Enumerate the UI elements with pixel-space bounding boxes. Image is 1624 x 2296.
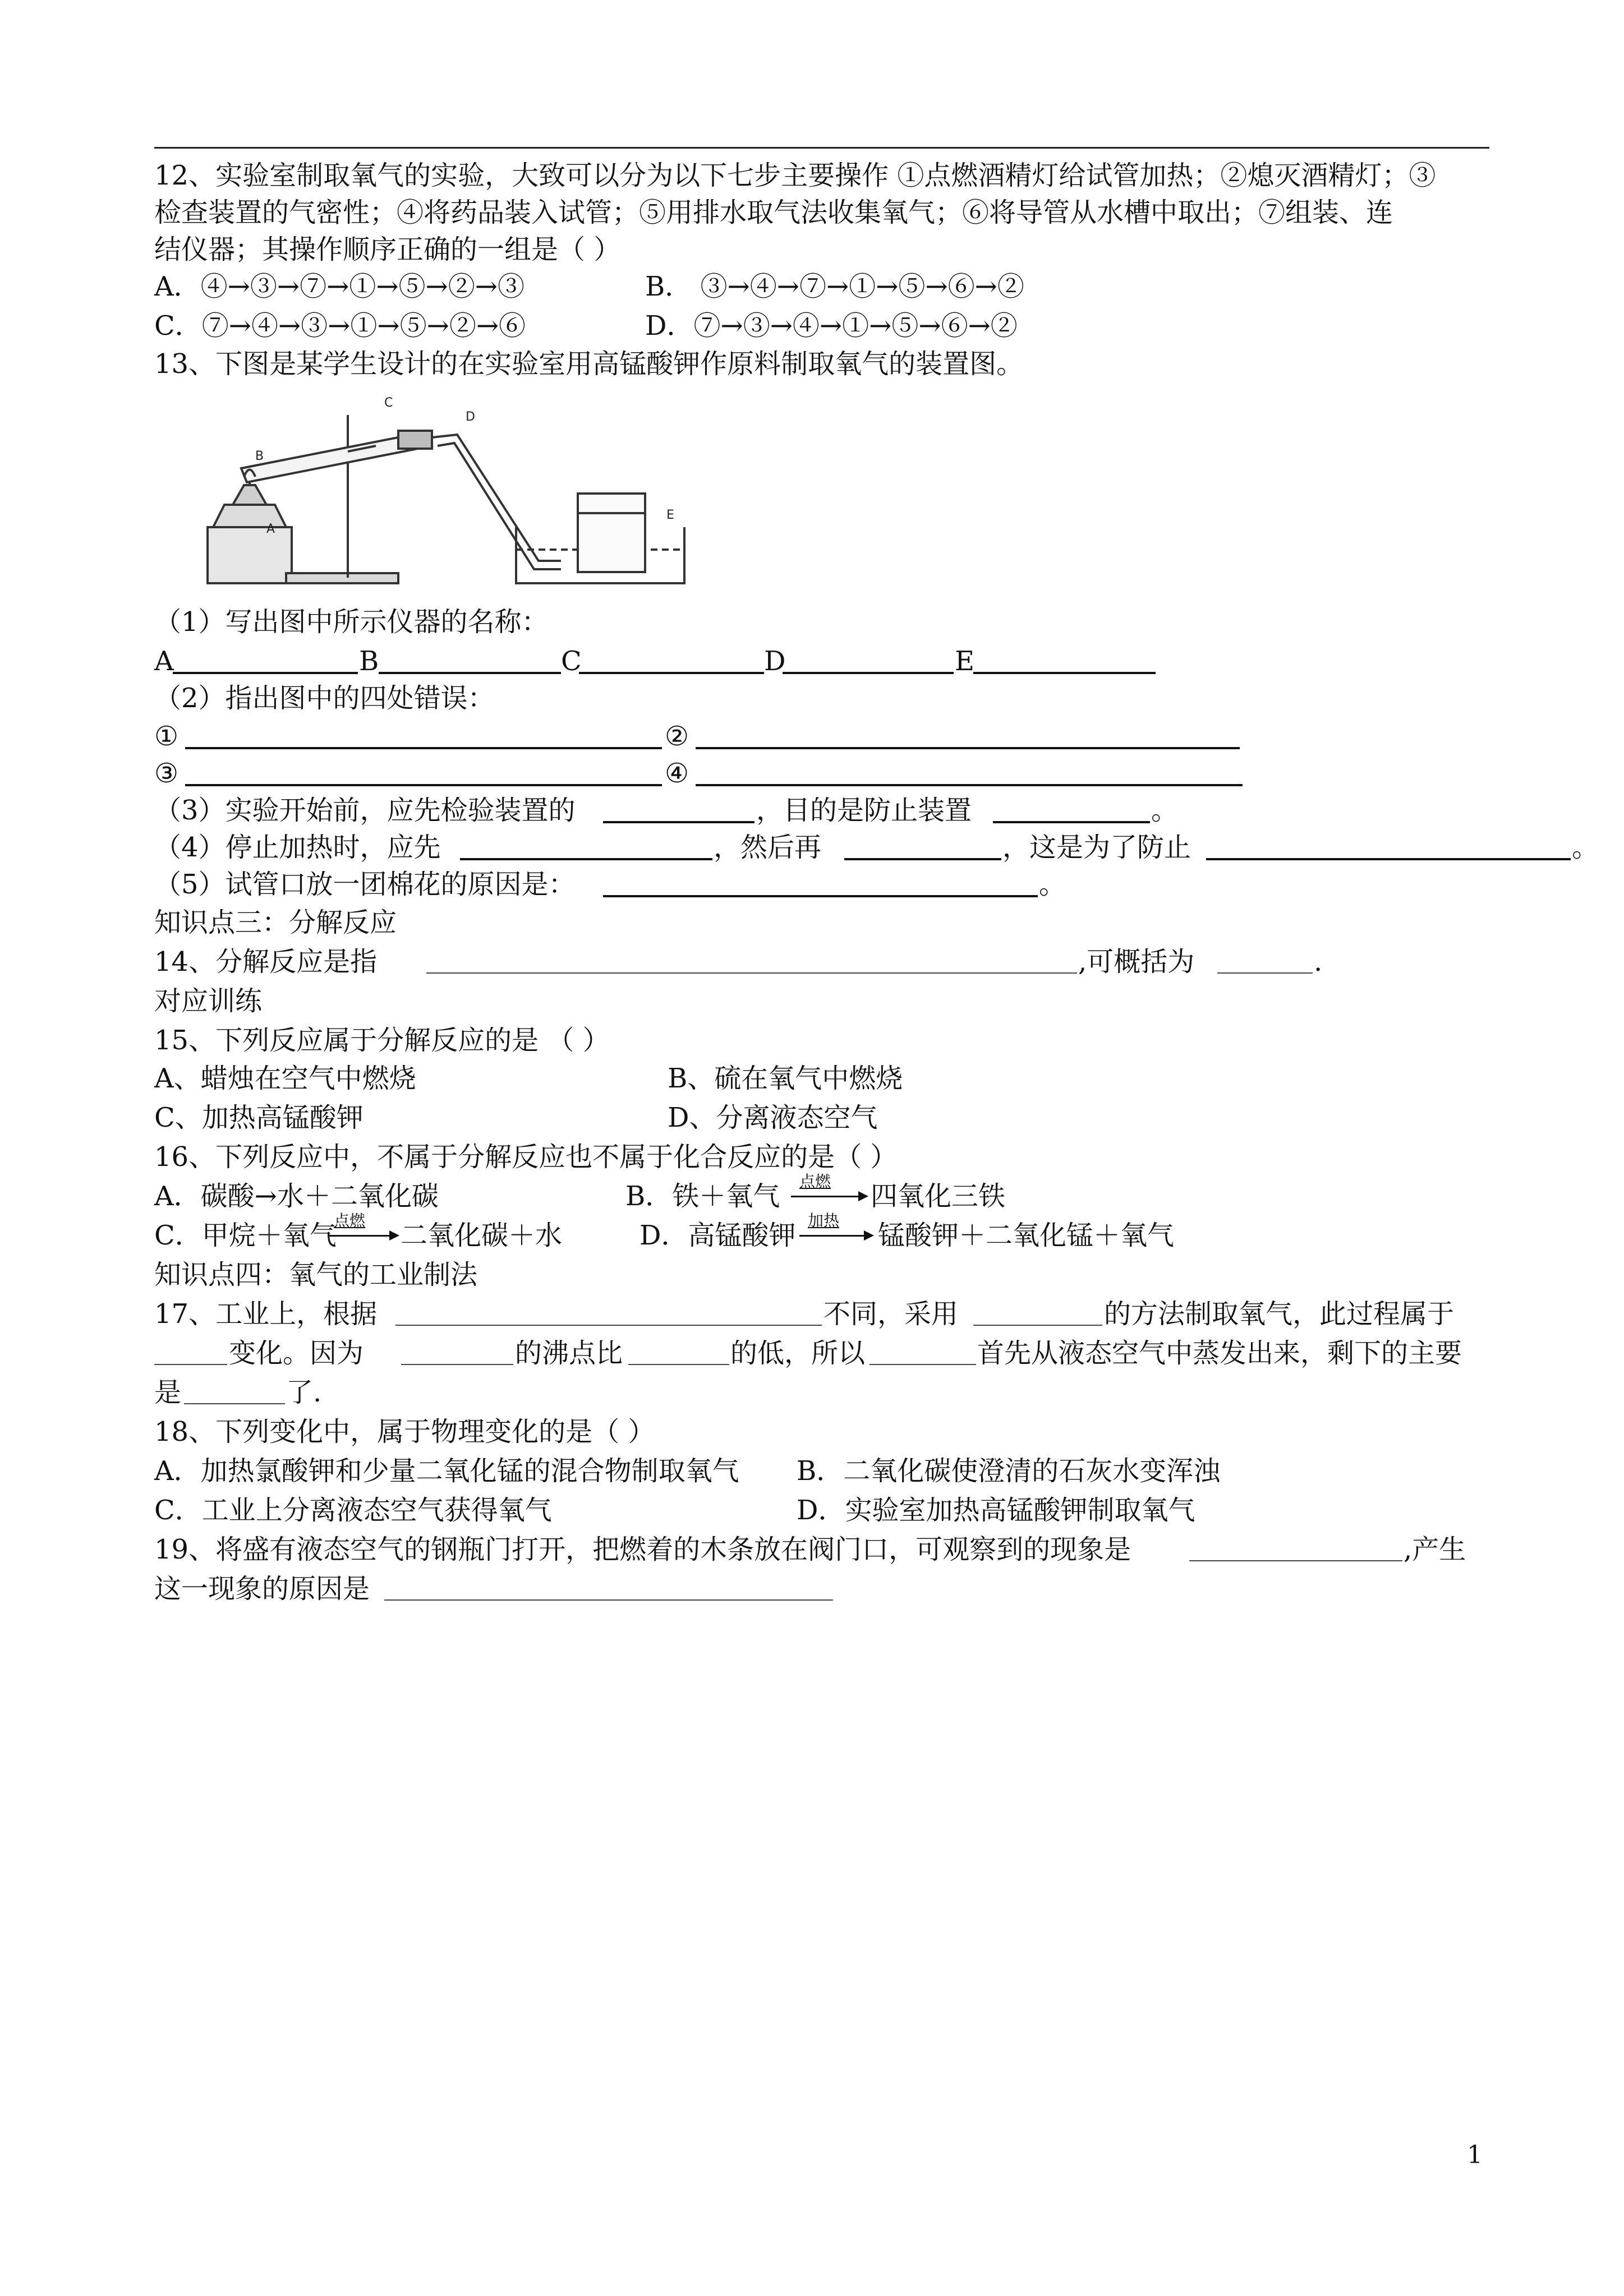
kp3-title: 知识点三：分解反应 <box>154 907 397 938</box>
q13-sub3-blank-2[interactable] <box>993 821 1150 823</box>
q19-text-1a: 19、将盛有液态空气的钢瓶门打开，把燃着的木条放在阀门口，可观察到的现象是 <box>154 1534 1131 1565</box>
q13-sub4-end: 。 <box>1572 832 1599 863</box>
q13-sub4-blank-3[interactable] <box>1206 858 1571 860</box>
figure-label-e: E <box>666 508 674 522</box>
q16-option-c-arrowhead <box>389 1230 399 1241</box>
q16-option-b-arrowhead <box>858 1191 868 1201</box>
q16-option-a: A．碳酸→水＋二氧化碳 <box>154 1181 439 1212</box>
q18-option-b: B．二氧化碳使澄清的石灰水变浑浊 <box>797 1455 1221 1487</box>
q17-text-1a: 17、工业上，根据 <box>154 1298 378 1330</box>
q17-text-1b: 不同，采用 <box>823 1298 959 1330</box>
q16-option-c-reactants: C．甲烷＋氧气 <box>154 1220 337 1251</box>
q15-option-d: D、分离液态空气 <box>668 1102 878 1133</box>
header-rule <box>154 147 1489 149</box>
q17-text-3a: 是 <box>154 1377 182 1408</box>
figure-label-c: C <box>384 396 393 410</box>
q17-blank-2[interactable] <box>973 1325 1102 1326</box>
q19-text-1b: ,产生 <box>1404 1534 1466 1565</box>
q15-option-c: C、加热高锰酸钾 <box>154 1102 364 1133</box>
q18-option-a: A．加热氯酸钾和少量二氧化锰的混合物制取氧气 <box>154 1455 739 1487</box>
q17-text-2b: 的沸点比 <box>515 1338 623 1369</box>
q12-option-d: D．⑦→③→④→①→⑤→⑥→② <box>645 310 1018 342</box>
q16-option-d-reactants: D．高锰酸钾 <box>640 1220 796 1251</box>
q13-sub3-text-b: ，目的是防止装置 <box>756 795 972 826</box>
q18-option-d: D．实验室加热高锰酸钾制取氧气 <box>797 1495 1195 1526</box>
q17-blank-1[interactable] <box>395 1325 822 1326</box>
q12-option-a: A．④→③→⑦→①→⑤→②→③ <box>154 271 525 302</box>
q16-option-b-products: 四氧化三铁 <box>871 1181 1006 1212</box>
q13-blank-label-b: B <box>359 646 379 677</box>
q16-option-c-condition: 点燃 <box>334 1211 366 1230</box>
q13-error-blank-4[interactable] <box>696 784 1243 786</box>
q16-option-d-condition: 加热 <box>808 1211 840 1230</box>
q17-blank-3[interactable] <box>154 1364 227 1365</box>
q18-stem: 18、下列变化中，属于物理变化的是（ ） <box>154 1416 655 1447</box>
q14-blank-1[interactable] <box>426 972 1077 974</box>
q13-blank-label-e: E <box>955 646 975 677</box>
q17-text-2a: 变化。因为 <box>229 1338 364 1369</box>
q13-blank-label-d: D <box>764 646 786 677</box>
q13-blank-e[interactable] <box>973 672 1156 674</box>
page-number: 1 <box>1467 2141 1483 2169</box>
q13-sub3-end: 。 <box>1151 795 1179 826</box>
oxygen-apparatus-figure <box>191 393 696 594</box>
q13-error-mark-2: ② <box>665 721 689 752</box>
q12-line2: 检查装置的气密性；④将药品装入试管；⑤用排水取气法收集氧气；⑥将导管从水槽中取出；⑦组装、连 <box>154 197 1393 228</box>
q13-sub4-blank-1[interactable] <box>460 858 712 860</box>
q16-stem: 16、下列反应中，不属于分解反应也不属于化合反应的是（ ） <box>154 1141 898 1173</box>
q13-blank-label-c: C <box>561 646 582 677</box>
q17-text-2c: 的低，所以 <box>730 1338 866 1369</box>
q12-option-b: B． ③→④→⑦→①→⑤→⑥→② <box>645 271 1024 302</box>
figure-label-b: B <box>255 449 264 463</box>
q13-sub5-end: 。 <box>1039 869 1066 900</box>
q17-blank-5[interactable] <box>628 1364 729 1365</box>
q12-line1: 12、实验室制取氧气的实验，大致可以分为以下七步主要操作 ①点燃酒精灯给试管加热；②熄灭酒精灯；③ <box>154 160 1436 191</box>
q14-text-b: ,可概括为 <box>1078 946 1195 978</box>
q13-error-mark-1: ① <box>154 721 179 752</box>
q13-sub4-blank-2[interactable] <box>844 858 1001 860</box>
q16-option-d-products: 锰酸钾＋二氧化锰＋氧气 <box>878 1220 1175 1251</box>
q15-stem: 15、下列反应属于分解反应的是 （ ） <box>154 1025 610 1056</box>
q19-text-2a: 这一现象的原因是 <box>154 1573 370 1605</box>
q13-sub2: （2）指出图中的四处错误： <box>154 683 495 714</box>
q16-option-c-products: 二氧化碳＋水 <box>401 1220 563 1251</box>
q13-sub4-text-c: ，这是为了防止 <box>1002 832 1191 863</box>
q19-blank-1[interactable] <box>1189 1560 1402 1561</box>
q13-error-mark-4: ④ <box>665 758 689 789</box>
q13-blank-label-a: A <box>154 646 174 677</box>
q13-blank-a[interactable] <box>173 672 358 674</box>
q16-option-d-arrowhead <box>864 1230 874 1241</box>
q14-text-a: 14、分解反应是指 <box>154 946 378 978</box>
q17-blank-6[interactable] <box>869 1364 976 1365</box>
figure-label-d: D <box>466 410 475 424</box>
q17-text-2d: 首先从液态空气中蒸发出来，剩下的主要 <box>977 1338 1462 1369</box>
q16-option-b-arrow <box>791 1196 861 1197</box>
q13-error-mark-3: ③ <box>154 758 179 789</box>
q13-sub5-text: （5）试管口放一团棉花的原因是： <box>154 869 576 900</box>
q13-sub3-text-a: （3）实验开始前，应先检验装置的 <box>154 795 576 826</box>
q14-blank-2[interactable] <box>1217 972 1313 974</box>
q13-error-blank-2[interactable] <box>696 747 1240 749</box>
training-title: 对应训练 <box>154 985 263 1017</box>
q13-blank-b[interactable] <box>379 672 561 674</box>
figure-label-a: A <box>266 522 275 536</box>
q13-sub4-text-a: （4）停止加热时，应先 <box>154 832 441 863</box>
q17-text-3-end: 了. <box>286 1377 322 1408</box>
q16-option-b-reactants: B．铁＋氧气 <box>625 1181 780 1212</box>
q19-blank-2[interactable] <box>384 1599 833 1601</box>
q13-blank-d[interactable] <box>783 672 954 674</box>
q13-error-blank-3[interactable] <box>185 784 662 786</box>
q17-blank-7[interactable] <box>184 1403 285 1404</box>
q13-sub4-text-b: ，然后再 <box>714 832 822 863</box>
q13-error-blank-1[interactable] <box>185 747 662 749</box>
q14-end: . <box>1314 946 1323 978</box>
q13-sub1: （1）写出图中所示仪器的名称： <box>154 606 549 638</box>
q12-line3: 结仪器；其操作顺序正确的一组是（ ） <box>154 234 621 265</box>
q13-title: 13、下图是某学生设计的在实验室用高锰酸钾作原料制取氧气的装置图。 <box>154 348 1024 380</box>
q18-option-c: C．工业上分离液态空气获得氧气 <box>154 1495 552 1526</box>
q12-option-c: C．⑦→④→③→①→⑤→②→⑥ <box>154 310 526 342</box>
q16-option-c-arrow <box>328 1235 393 1237</box>
q17-text-1c: 的方法制取氧气，此过程属于 <box>1104 1298 1455 1330</box>
q15-option-a: A、蜡烛在空气中燃烧 <box>154 1063 416 1094</box>
q13-blank-c[interactable] <box>579 672 764 674</box>
q13-sub5-blank[interactable] <box>603 895 1038 897</box>
q16-option-b-condition: 点燃 <box>799 1172 831 1191</box>
q16-option-d-arrow <box>799 1235 867 1237</box>
kp4-title: 知识点四：氧气的工业制法 <box>154 1259 478 1290</box>
q17-blank-4[interactable] <box>401 1364 513 1365</box>
q15-option-b: B、硫在氧气中燃烧 <box>668 1063 903 1094</box>
q13-sub3-blank-1[interactable] <box>603 821 755 823</box>
